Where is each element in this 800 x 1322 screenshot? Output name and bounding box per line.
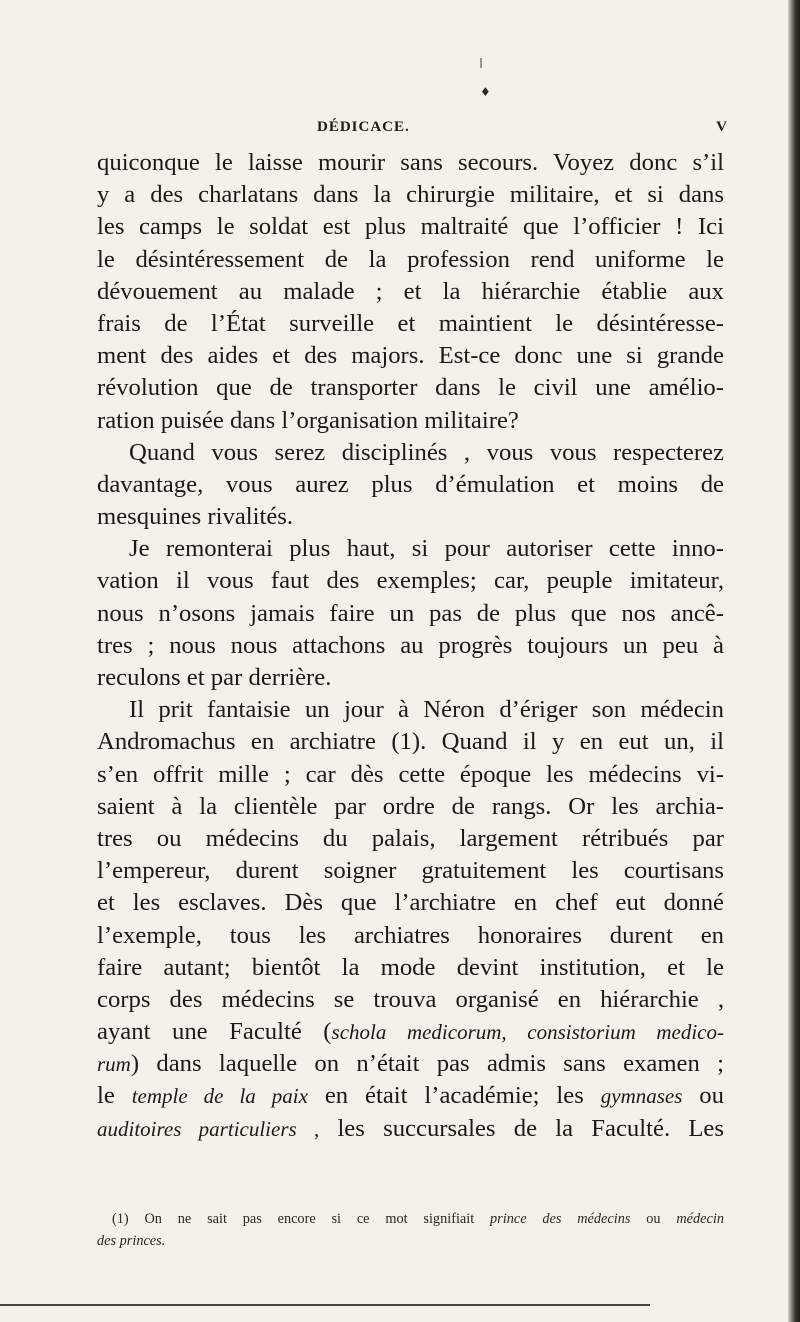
text-line: le désintéressement de la profession rend uniforme le: [97, 245, 724, 273]
text-line: nous n’osons jamais faire un pas de plus que nos ancê-: [97, 599, 724, 627]
text-line: l’exemple, tous les archiatres honoraires durent en: [97, 921, 724, 949]
text-line: dévouement au malade ; et la hiérarchie établie aux: [97, 277, 724, 305]
italic-run: gymnases: [600, 1084, 683, 1109]
text-line: l’empereur, durent soigner gratuitement les courtisans: [97, 857, 724, 885]
text-run: ayant une Faculté (: [97, 1018, 332, 1046]
text-line: frais de l’État surveille et maintient le désintéresse-: [97, 309, 724, 337]
text-line: ration puisée dans l’organisation militaire?: [97, 406, 519, 434]
text-run: ou: [682, 1082, 724, 1110]
page-number: V: [716, 119, 727, 135]
text-line: Andromachus en archiatre (1). Quand il y en eut un, il: [97, 728, 724, 756]
text-run: le: [97, 1082, 132, 1110]
text-line: Je remonterai plus haut, si pour autoriser cette inno-: [129, 535, 724, 563]
text-line: [97, 1016, 724, 1048]
text-line: corps des médecins se trouva organisé en hiérarchie ,: [97, 985, 724, 1013]
italic-run: auditoires particuliers ,: [97, 1116, 320, 1141]
italic-run: schola medicorum, consistorium medico-: [331, 1020, 724, 1045]
text-line: mesquines rivalités.: [97, 503, 294, 531]
text-line: [97, 1113, 724, 1145]
running-title: DÉDICACE.: [317, 119, 410, 135]
text-line: vation il vous faut des exemples; car, peuple imitateur,: [97, 567, 724, 595]
italic-run: rum: [97, 1052, 131, 1077]
text-run: ou: [630, 1211, 677, 1227]
text-line: tres ; nous nous attachons au progrès toujours un peu à: [97, 631, 724, 659]
text-line: faire autant; bientôt la mode devint institution, et le: [97, 953, 724, 981]
text-line: quiconque le laisse mourir sans secours. Voyez donc s’il: [97, 149, 724, 176]
text-line: les camps le soldat est plus maltraité que l’officier ! Ici: [97, 213, 724, 241]
text-line: et les esclaves. Dès que l’archiatre en chef eut donné: [97, 889, 724, 917]
margin-mark: ♦: [480, 85, 491, 99]
italic-run: temple de la paix: [131, 1084, 308, 1109]
text-line: Il prit fantaisie un jour à Néron d’ériger son médecin: [129, 696, 724, 724]
text-line: reculons et par derrière.: [97, 664, 332, 691]
italic-run: médecin: [676, 1211, 724, 1227]
page-right-edge: [788, 0, 800, 1322]
text-line: [97, 1080, 724, 1112]
text-line: s’en offrit mille ; car dès cette époque les médecins vi-: [97, 760, 724, 788]
page-header: [317, 119, 727, 139]
text-line: ment des aides et des majors. Est-ce donc une si grande: [97, 342, 724, 370]
italic-run: prince des médecins: [490, 1211, 631, 1227]
margin-tick: [480, 58, 482, 68]
text-line: saient à la clientèle par ordre de rangs. Or les archia-: [97, 792, 724, 820]
text-line: révolution que de transporter dans le civil une amélio-: [97, 374, 724, 402]
text-run: (1) On ne sait pas encore si ce mot signifiait: [112, 1211, 491, 1227]
text-line: [97, 1048, 724, 1080]
text-run: ) dans laquelle on n’était pas admis sans examen ;: [130, 1050, 724, 1078]
body-text: [97, 147, 724, 1145]
footnote-line: des princes.: [97, 1233, 166, 1249]
text-run: en était l’académie; les: [307, 1082, 601, 1110]
text-run: les succursales de la Faculté. Les: [319, 1114, 724, 1142]
text-line: davantage, vous aurez plus d’émulation et moins de: [97, 470, 724, 498]
text-line: Quand vous serez disciplinés , vous vous respecterez: [129, 438, 724, 466]
text-line: y a des charlatans dans la chirurgie militaire, et si dans: [97, 181, 724, 209]
page-bottom-edge: [0, 1304, 650, 1306]
footnote-line: [97, 1208, 724, 1230]
text-line: tres ou médecins du palais, largement rétribués par: [97, 824, 724, 852]
footnote: [97, 1208, 724, 1252]
